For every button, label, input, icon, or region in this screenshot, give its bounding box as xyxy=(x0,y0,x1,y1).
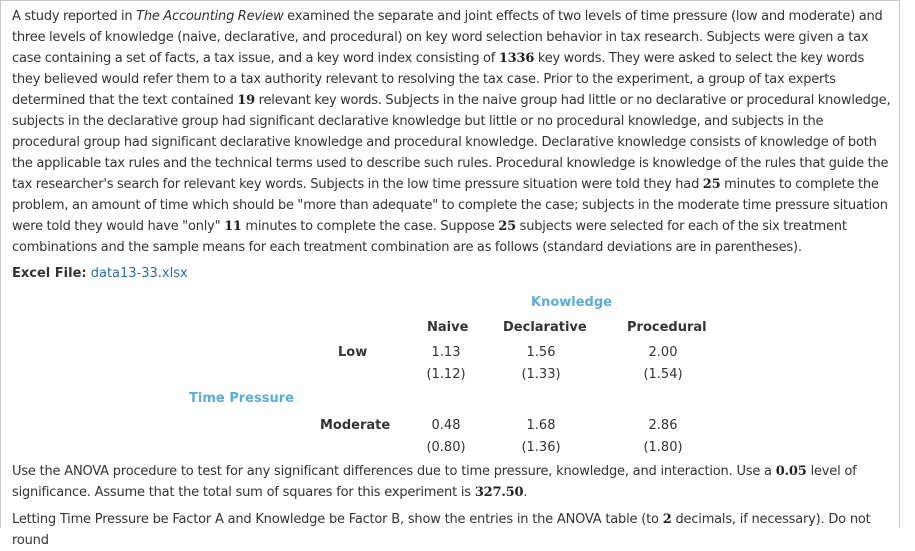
instruction-text-1: Letting Time Pressure be Factor A and Knowledge be Factor B, show the entries in the ANOVA table (to xyxy=(12,512,663,527)
knowledge-header: Knowledge xyxy=(531,295,612,310)
anova-text-3: . xyxy=(523,485,528,500)
cell-low-declarative-mean: 1.56 xyxy=(526,345,556,360)
anova-paragraph xyxy=(12,461,892,503)
cell-moderate-declarative-sd: (1.36) xyxy=(521,440,561,455)
decimal-places: 2 xyxy=(662,512,672,527)
excel-file-link[interactable]: data13-33.xlsx xyxy=(90,266,188,281)
anova-text-1: Use the ANOVA procedure to test for any significant differences due to time pressure, knowledge, and interaction. Use a xyxy=(12,464,776,479)
cell-moderate-procedural-mean: 2.86 xyxy=(648,418,678,433)
total-sum-of-squares: 327.50 xyxy=(474,485,524,500)
anova-text-2: level of significance. Assume that the total sum of squares for this experiment is xyxy=(12,464,857,500)
row-header-moderate: Moderate xyxy=(320,418,391,433)
instruction-paragraph xyxy=(12,509,892,551)
intro-text-3: key words. They were asked to select the key words they believed would refer them to a tax authority relevant to resolving the tax case. Prior to the experiment, a group of tax experts determined that the text contained xyxy=(12,51,865,108)
keyword-count: 1336 xyxy=(498,51,535,66)
excel-file-label: Excel File: xyxy=(12,266,87,281)
column-header-procedural: Procedural xyxy=(627,320,707,335)
cell-moderate-declarative-mean: 1.68 xyxy=(526,418,556,433)
cell-low-procedural-sd: (1.54) xyxy=(643,367,683,382)
subject-count: 25 xyxy=(498,219,516,234)
low-pressure-minutes: 25 xyxy=(702,177,721,192)
intro-text-7: subjects were selected for each of the six treatment combinations and the sample means for each treatment combination are as follows (standard deviations are in parentheses). xyxy=(12,219,847,255)
cell-low-procedural-mean: 2.00 xyxy=(648,345,678,360)
intro-text-2: examined the separate and joint effects of two levels of time pressure (low and moderate) and three levels of knowledge (naive, declarative, and procedural) on key word selection behavior in tax research. Subjects were given a tax case containing a set of facts, a tax issue, and a key word index consisting of xyxy=(12,9,883,66)
excel-file-line xyxy=(12,263,188,284)
column-header-naive: Naive xyxy=(427,320,469,335)
cell-low-naive-mean: 1.13 xyxy=(431,345,461,360)
significance-level: 0.05 xyxy=(775,464,807,479)
cell-moderate-naive-mean: 0.48 xyxy=(431,418,461,433)
instruction-text-2: decimals, if necessary). Do not round xyxy=(12,512,871,548)
intro-text-4: relevant key words. Subjects in the naive group had little or no declarative or procedural knowledge, subjects in the declarative group had significant declarative knowledge but little or no procedural knowledge, and subjects in the procedural group had significant declarative knowledge and procedural knowledge. Declarative knowledge consists of knowledge of both the applicable tax rules and the technical terms used to describe such rules. Procedural knowledge is knowledge of the rules that guide the tax researcher's search for relevant key words. Subjects in the low time pressure situation were told they had xyxy=(12,93,891,192)
row-header-low: Low xyxy=(338,345,368,360)
intro-paragraph xyxy=(12,6,892,258)
intro-text-5: minutes to complete the problem, an amount of time which should be "more than adequate" to complete the case; subjects in the moderate time pressure situation were told they would have "only" xyxy=(12,177,888,234)
relevant-keyword-count: 19 xyxy=(237,93,255,108)
cell-moderate-naive-sd: (0.80) xyxy=(426,440,466,455)
journal-name: The Accounting Review xyxy=(136,9,284,24)
column-header-declarative: Declarative xyxy=(503,320,587,335)
intro-text-6: minutes to complete the case. Suppose xyxy=(241,219,499,234)
cell-moderate-procedural-sd: (1.80) xyxy=(643,440,683,455)
intro-text-1: A study reported in xyxy=(12,9,137,24)
cell-low-naive-sd: (1.12) xyxy=(426,367,466,382)
time-pressure-header: Time Pressure xyxy=(189,391,294,406)
moderate-pressure-minutes: 11 xyxy=(224,219,242,234)
cell-low-declarative-sd: (1.33) xyxy=(521,367,561,382)
